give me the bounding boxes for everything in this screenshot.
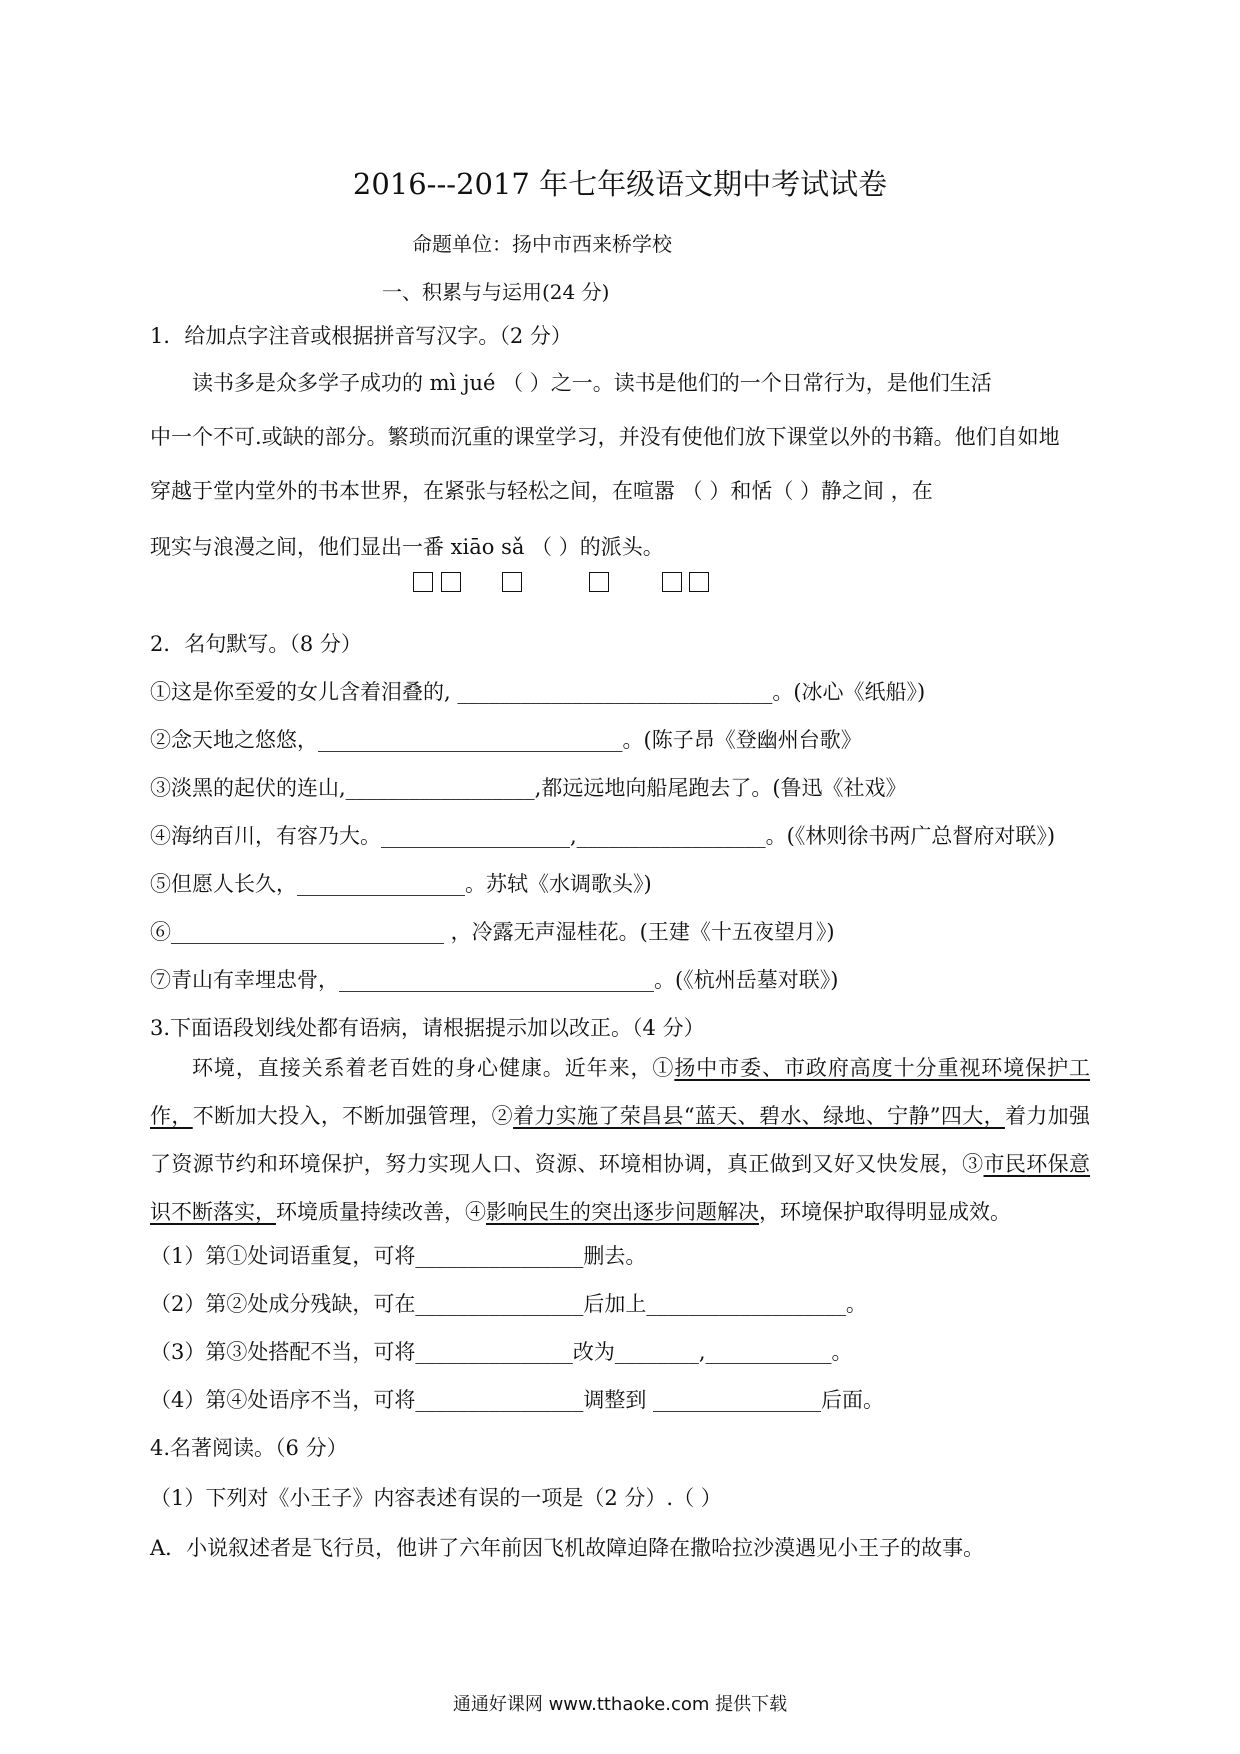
underlined-error-3b: 环保意识不断落实， xyxy=(150,1152,1091,1224)
q2-line-2: ②念天地之悠悠，_____________________________。(陈子昂《登幽州台歌》 xyxy=(150,728,862,752)
section-heading: 一、积累与与运用(24 分) xyxy=(382,280,610,304)
q2-line-4: ④海纳百川，有容乃大。__________________,__________________。(《林则徐书两广总督府对联》) xyxy=(150,824,1056,848)
box xyxy=(589,572,609,592)
q4-option-a: A．小说叙述者是飞行员，他讲了六年前因飞机故障迫降在撒哈拉沙漠遇见小王子的故事。 xyxy=(150,1536,985,1560)
q2-line-7: ⑦青山有幸埋忠骨，______________________________。(《杭州岳墓对联》) xyxy=(150,968,839,992)
q2-heading: 2．名句默写。（8 分） xyxy=(150,632,362,656)
q2-line-3: ③淡黑的起伏的连山,__________________,都远远地向船尾跑去了。(鲁迅《社戏》 xyxy=(150,776,907,800)
box xyxy=(689,572,709,592)
box xyxy=(502,572,522,592)
q2-line-5: ⑤但愿人长久，________________。苏轼《水调歌头》) xyxy=(150,872,652,896)
q3-answer-3: （3）第③处搭配不当，可将_______________改为________,____________。 xyxy=(150,1340,853,1364)
underlined-error-4: 影响民生的突出逐步问题解决 xyxy=(486,1200,759,1224)
q1-paragraph-1: 读书多是众多学子成功的 mì jué （ ）之一。读书是他们的一个日常行为，是他们生活 xyxy=(192,371,992,395)
passage-text: 着力 xyxy=(1004,1104,1048,1128)
q3-answer-2: （2）第②处成分残缺，可在________________后加上___________________。 xyxy=(150,1292,867,1316)
page-title: 2016---2017 年七年级语文期中考试试卷 xyxy=(352,167,888,201)
passage-text: ，环境保护取得明显成效。 xyxy=(759,1200,1011,1224)
passage-text: 环境，直接关系着老百姓的身心健康。近年来，① xyxy=(192,1056,675,1080)
q4-sub-question-1: （1）下列对《小王子》内容表述有误的一项是（2 分）.（ ） xyxy=(150,1486,722,1510)
passage-text: 环境质量持续改善，④ xyxy=(276,1200,486,1224)
page-footer: 通通好课网 www.tthaoke.com 提供下载 xyxy=(452,1694,788,1715)
underlined-error-2: 着力实施了荣昌县“蓝天、碧水、绿地、宁静”四大， xyxy=(513,1104,1005,1128)
q4-heading: 4.名著阅读。（6 分） xyxy=(150,1436,348,1460)
q2-line-1: ①这是你至爱的女儿含着泪叠的, ______________________________。(冰心《纸船》) xyxy=(150,680,926,704)
q1-p3-text-a: 穿越于堂内堂外的书本世界，在紧张与轻松之间，在喧 xyxy=(150,479,654,503)
underlined-error-3a: 市民 xyxy=(983,1152,1027,1176)
q3-passage xyxy=(150,1044,1090,1236)
dotted-char-tian: 恬 · xyxy=(751,479,772,503)
author-unit: 命题单位：扬中市西来桥学校 xyxy=(412,232,672,256)
dotted-char-xiao: 嚣 · xyxy=(654,479,675,503)
q3-answer-4: （4）第④处语序不当，可将________________调整到 ________________后面。 xyxy=(150,1388,885,1412)
q3-heading: 3.下面语段划线处都有语病，请根据提示加以改正。（4 分） xyxy=(150,1016,705,1040)
underlined-error-1b: 作， xyxy=(150,1104,193,1128)
q1-heading: 1．给加点字注音或根据拼音写汉字。（2 分） xyxy=(150,324,572,348)
box xyxy=(413,572,433,592)
q1-paragraph-2: 中一个不可.或缺的部分。繁琐而沉重的课堂学习，并没有使他们放下课堂以外的书籍。他们自如地 xyxy=(150,425,1060,449)
underlined-error-1: 扬中市委、市政府高度十分重视环境保护工 xyxy=(674,1056,1091,1080)
q3-answer-1: （1）第①处词语重复，可将________________删去。 xyxy=(150,1244,647,1268)
q2-line-6: ⑥__________________________ ，冷露无声湿桂花。(王建《十五夜望月》) xyxy=(150,920,835,944)
box xyxy=(441,572,461,592)
q1-paragraph-4: 现实与浪漫之间，他们显出一番 xiāo sǎ （ ）的派头。 xyxy=(150,535,664,559)
q1-p3-text-c: （ ）静之间 ，在 xyxy=(772,479,933,503)
box xyxy=(662,572,682,592)
q1-p3-text-b: （ ）和 xyxy=(675,479,752,503)
passage-text: 加强了资源节约和环境保护，努力实现人口、资源、环境相协调，真正做到又好又快发展，③ xyxy=(150,1104,1091,1176)
q1-paragraph-3 xyxy=(150,464,1090,518)
passage-text: 不断加大投入，不断加强管理，② xyxy=(192,1104,514,1128)
